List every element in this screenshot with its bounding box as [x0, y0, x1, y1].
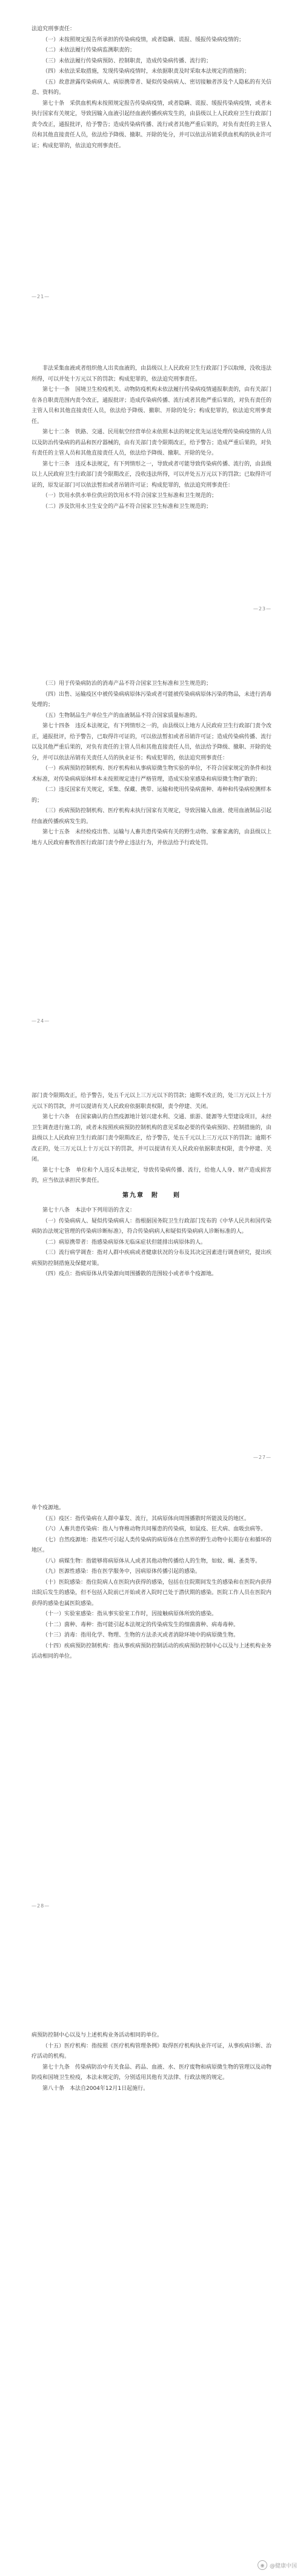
paragraph: （十四）疾病预防控制机构：指从事疾病预防控制活动的疾病预防控制中心以及与上述机构业务活动相同的单位。	[32, 1643, 272, 1660]
page-number: —24—	[32, 1018, 50, 1024]
page-number: —28—	[32, 1903, 50, 1909]
paragraph: 法追究刑事责任：	[32, 26, 76, 32]
paragraph: 病预防控制中心以及与上述机构业务活动相同的单位。	[32, 2032, 163, 2038]
paragraph: （六）人畜共患传染病：指人与脊椎动物共同罹患的传染病，如鼠疫、狂犬病、血吸虫病等。	[42, 1526, 267, 1532]
page-1-text	[32, 24, 271, 152]
document-page-4	[0, 1091, 303, 1479]
page-number: —27—	[253, 1455, 271, 1460]
paragraph: 第八十条 本法自2004年12月1日起施行。	[42, 2085, 149, 2092]
paragraph: （八）病媒生物：指能够将病原体从人或者其他动物传播给人的生物，如蚊、蝇、蚤类等。	[42, 1558, 261, 1564]
paragraph: （十五）医疗机构：指按照《医疗机构管理条例》取得医疗机构执业许可证，从事疾病诊断、治疗活动的机构。	[32, 2043, 272, 2060]
paragraph: 单个疫源地。	[32, 1505, 65, 1511]
paragraph: （十一）实验室感染：指从事实验室工作时，因接触病原体所致的感染。	[42, 1611, 218, 1617]
paragraph: （四）疫点：指病原体从传染源向周围播散的范围较小或者单个疫源地。	[42, 1271, 218, 1277]
page-number: —21—	[32, 294, 50, 299]
paragraph: （四）未依法采取措施，发现传染病疫情时，未依据职责及时采取本法规定的措施的；	[42, 68, 250, 75]
watermark	[258, 2560, 297, 2570]
paragraph: （一）疾病预防控制机构、医疗机构和从事病原微生物实验的单位，不符合国家规定的条件和技术标准，对传染病病原体样本未按照规定进行严格管理，造成实验室感染和病原微生物扩散的；	[32, 766, 272, 782]
paragraph: （一）传染病病人、疑似传染病病人：指根据国务院卫生行政部门发布的《中华人民共和国传染病防治法规定管理的传染病诊断标准》，符合传染病病人和疑似传染病病人诊断标准的人。	[32, 1218, 272, 1235]
weibo-icon: ◉	[258, 2560, 267, 2570]
document-page-6	[0, 2030, 303, 2212]
paragraph: （一）饮用水供水单位供应的饮用水不符合国家卫生标准和卫生规范的；	[42, 493, 218, 499]
paragraph: 第七十七条 单位和个人违反本法规定，导致传染病传播、流行，给他人人身、财产造成损害的，应当依法承担民事责任。	[32, 1167, 271, 1184]
paragraph: （二）病原携带者：指感染病原体无临床症状但能排出病原体的人。	[42, 1239, 207, 1246]
page-number: —23—	[253, 606, 271, 612]
paragraph: 第七十九条 传染病防治中有关食品、药品、血液、水、医疗废物和病原微生物的管理以及动物防疫和国境卫生检疫，本法未规定的，分别适用其他有关法律、行政法规的规定。	[32, 2064, 272, 2081]
paragraph: （一）未按照规定报告所承担的传染病疫情，或者隐瞒、谎报、缓报传染病疫情的；	[42, 36, 245, 43]
paragraph: （二）未依法履行传染病监测职责的；	[42, 47, 136, 53]
paragraph: 第七十二条 铁路、交通、民用航空经营单位未依照本法的规定优先运送处理传染病疫情的人员以及防治传染病的药品和医疗器械的，由有关部门责令限期改正，给予警告；造成严重后果的，对负有责任的主管人员和其他直接责任人员，依法给予降级、撤职、开除的处分。	[32, 429, 272, 456]
paragraph: 第七十四条 违反本法规定，有下列情形之一的，由县级以上地方人民政府卫生行政部门责令改正，通报批评，给予警告，已取得许可证的，可以依法暂扣或者吊销许可证；造成传染病传播、流行以及其他严重后果的，对负有责任的主管人员和其他直接责任人员，依法给予降级、撤职、开除的处分，并可以依法吊销有关责任人员的执业证书；构成犯罪的，依法追究刑事责任：	[32, 723, 272, 761]
page-5-text	[32, 1503, 271, 1663]
paragraph: （三）未依法履行传染病预防、控制职责，造成传染病传播、流行的；	[42, 58, 212, 64]
paragraph: （三）用于传染病防治的消毒产品不符合国家卫生标准和卫生规范的；	[42, 681, 212, 687]
document-page-5	[0, 1503, 303, 1927]
paragraph: （七）自然疫源地：指某些可引起人类传染病的病原体在自然界的野生动物中长期存在和循环的地区。	[32, 1537, 272, 1553]
paragraph: （五）生物制品生产单位生产的血液制品不符合国家质量标准的。	[42, 712, 201, 719]
paragraph: （四）出售、运输疫区中被传染病病原体污染或者可能被传染病病原体污染的物品，未进行消毒处理的；	[32, 691, 272, 708]
paragraph: （二）涉及饮用水卫生安全的产品不符合国家卫生标准和卫生规范的；	[42, 503, 212, 510]
paragraph: （三）疾病预防控制机构、医疗机构未执行国家有关规定，导致因输入血液、使用血液制品引起经血液传播疾病发生的。	[32, 808, 272, 825]
paragraph: 第七十一条 国境卫生检疫机关、动物防疫机构未依法履行传染病疫情通报职责的，由有关部门在各自职责范围内责令改正，通报批评；造成传染病传播、流行或者其他严重后果的，对负有责任的主管人员和其他直接责任人员，依法给予降级、撤职、开除的处分；构成犯罪的，依法追究刑事责任。	[32, 387, 272, 425]
paragraph: （五）疫区：指传染病在人群中暴发、流行，其病原体向周围播散时所能波及的地区。	[42, 1515, 250, 1522]
paragraph: （三）流行病学调查：指对人群中疾病或者健康状况的分布及其决定因素进行调查研究，提出疾病预防控制措施及保健对策。	[32, 1250, 272, 1267]
paragraph: （二）违反国家有关规定，采集、保藏、携带、运输和使用传染病菌种、毒种和传染病检测样本的；	[32, 787, 272, 804]
paragraph: （九）医源性感染：指在医学服务中，因病原体传播引起的感染。	[42, 1569, 201, 1575]
page-4-text	[32, 1091, 271, 1280]
paragraph: （十）医院感染：指住院病人在医院内获得的感染，包括在住院期间发生的感染和在医院内获得出院后发生的感染，但不包括入院前已开始或者入院时已处于潜伏期的感染。医院工作人员在医院内获得的感染也属医院感染。	[32, 1579, 272, 1607]
document-page-3	[0, 679, 303, 1024]
paragraph: 第七十六条 在国家确认的自然疫源地计划兴建水利、交通、旅游、能源等大型建设项目，未经卫生调查进行施工的，或者未按照疾病预防控制机构的意见采取必要的传染病预防、控制措施的，由县级以上人民政府卫生行政部门责令限期改正，给予警告，处五千元以上三万元以下的罚款；逾期不改正的，处三万元以上十万元以下的罚款，并可以提请有关人民政府依据职责权限，责令停建、关闭。	[32, 1114, 272, 1163]
paragraph: 部门责令限期改正，给予警告，处五千元以上三万元以下的罚款；逾期不改正的，处三万元以上十万元以下的罚款，并可以提请有关人民政府依据职责权限，责令停建、关闭。	[32, 1093, 272, 1110]
paragraph: 非法采集血液或者组织他人出卖血液的，由县级以上人民政府卫生行政部门予以取缔，没收违法所得，可以并处十万元以下的罚款；构成犯罪的，依法追究刑事责任。	[32, 365, 272, 382]
paragraph: （十三）消毒：指用化学、物理、生物的方法杀灭或者消除环境中的病原微生物。	[42, 1632, 239, 1638]
page-6-text	[32, 2030, 271, 2094]
paragraph: 第七十条 采供血机构未按照规定报告传染病疫情，或者隐瞒、谎报、缓报传染病疫情，或者未执行国家有关规定，导致因输入血液引起经血液传播疾病发生的，由县级以上人民政府卫生行政部门责令改正，通报批评，给予警告；造成传染病传播、流行或者其他严重后果的，对负有责任的主管人员和其他直接责任人员，依法给予降级、撤职、开除的处分，并可以依法吊销采供血机构的执业许可证；构成犯罪的，依法追究刑事责任。	[32, 100, 272, 149]
page-2-text	[32, 364, 271, 512]
paragraph: 第七十三条 违反本法规定，有下列情形之一，导致或者可能导致传染病传播、流行的，由县级以上人民政府卫生行政部门责令限期改正，没收违法所得，可以并处五万元以下的罚款；已取得许可证的，原发证部门可以依法暂扣或者吊销许可证；构成犯罪的，依法追究刑事责任：	[32, 461, 272, 489]
document-page-2	[0, 364, 303, 667]
paragraph: 第七十五条 未经检疫出售、运输与人畜共患传染病有关的野生动物、家畜家禽的，由县级以上地方人民政府畜牧兽医行政部门责令停止违法行为，并依法给予行政处罚。	[32, 829, 272, 846]
chapter-heading: 第九章 附 则	[122, 1192, 181, 1199]
document-page-1	[0, 24, 303, 327]
paragraph: （十二）菌种、毒种：指可能引起本法规定的传染病发生的细菌菌种、病毒毒种。	[42, 1621, 239, 1628]
page-3-text	[32, 679, 271, 849]
watermark-text: @健康中国	[269, 2563, 297, 2569]
paragraph: （五）故意泄露传染病病人、病原携带者、疑似传染病病人、密切接触者涉及个人隐私的有关信息、资料的。	[32, 79, 272, 96]
paragraph: 第七十八条 本法中下列用语的含义：	[42, 1207, 136, 1213]
